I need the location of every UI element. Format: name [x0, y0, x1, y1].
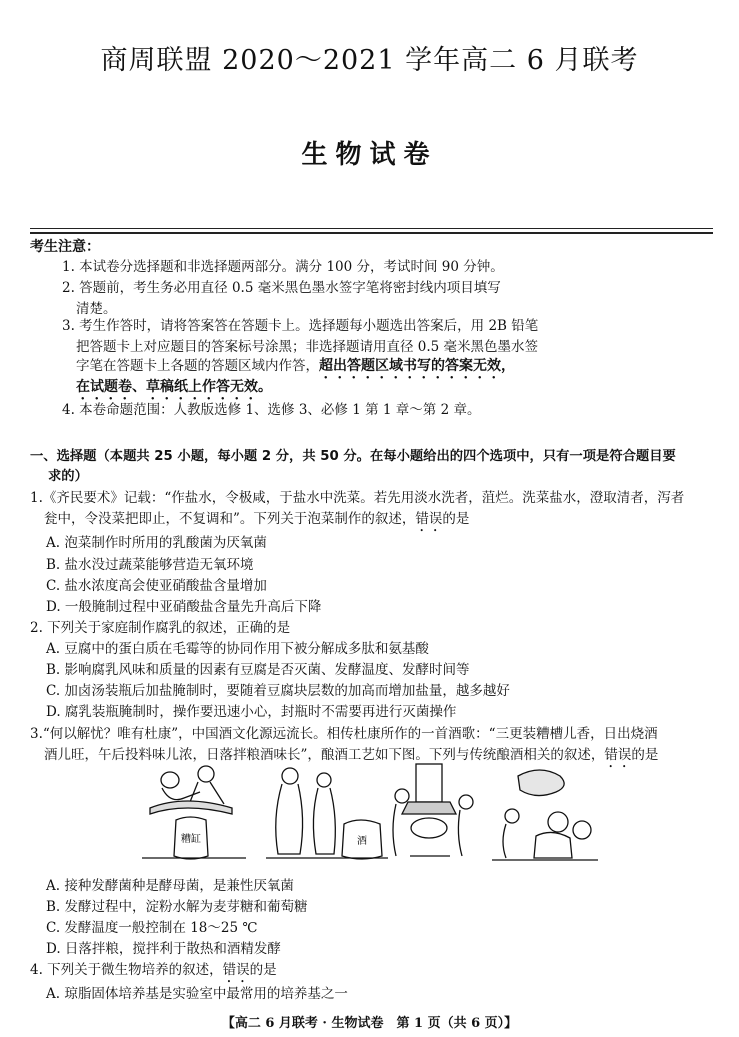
brewing-process-illustration: [140, 758, 600, 866]
notice-emphasis-2: 在试题卷、草稿纸上作答无效。: [76, 379, 272, 395]
q1-stem-line2: [44, 509, 469, 535]
q1-option-c: C. 盐水浓度高会使亚硝酸盐含量增加: [46, 578, 267, 594]
q3-emphasis: 错误: [604, 747, 632, 763]
illustration-scene-2: [266, 768, 388, 859]
q4-emphasis: 错误: [222, 962, 250, 978]
notice-item-2-line2: 清楚。: [76, 301, 117, 317]
q1-stem-end: 的是: [442, 511, 470, 527]
notice-heading: 考生注意：: [30, 239, 100, 255]
q3-option-d: D. 日落拌粮，搅拌利于散热和酒精发酵: [46, 941, 281, 957]
notice-item-3-line1: 3. 考生作答时，请将答案答在答题卡上。选择题每小题选出答案后，用 2B 铅笔: [62, 318, 539, 334]
illustration-scene-3: [393, 764, 473, 856]
q2-option-a: A. 豆腐中的蛋白质在毛霉等的协同作用下被分解成多肽和氨基酸: [46, 641, 429, 657]
section-heading-line2: 求的）: [48, 469, 88, 484]
q1-emphasis: 错误: [415, 511, 443, 527]
exam-subtitle: 生物试卷: [301, 140, 438, 170]
header-rule-bottom: [30, 232, 713, 234]
notice-item-2-line1: 2. 答题前，考生务必用直径 0.5 毫米黑色墨水签字笔将密封线内项目填写: [62, 280, 501, 296]
page-footer: 【高二 6 月联考 · 生物试卷 第 1 页（共 6 页）】: [221, 1016, 518, 1031]
q4-stem: [30, 960, 277, 986]
q2-option-d: D. 腐乳装瓶腌制时，操作要迅速小心，封瓶时不需要再进行灭菌操作: [46, 704, 457, 720]
q1-option-b: B. 盐水没过蔬菜能够营造无氧环境: [46, 557, 254, 573]
exam-title: 商周联盟 2020～2021 学年高二 6 月联考: [100, 45, 639, 76]
q1-option-a: A. 泡菜制作时所用的乳酸菌为厌氧菌: [46, 535, 267, 551]
notice-emphasis-1: 超出答题区域书写的答案无效，: [319, 358, 515, 374]
q1-option-d: D. 一般腌制过程中亚硝酸盐含量先升高后下降: [46, 599, 322, 615]
header-rule-top: [30, 228, 713, 229]
notice-item-3-line3-plain: 字笔在答题卡上各题的答题区域内作答，: [76, 358, 319, 374]
q4-option-a: A. 琼脂固体培养基是实验室中最常用的培养基之一: [46, 986, 348, 1002]
section-heading-line1: 一、选择题（本题共 25 小题，每小题 2 分，共 50 分。在每小题给出的四个选项中，只有一项是符合题目要: [30, 449, 676, 464]
q1-stem-text: 瓮中，令没菜把即止，不复调和”。下列关于泡菜制作的叙述，: [44, 511, 416, 527]
q3-stem-line1: 3.“何以解忧？唯有杜康”，中国酒文化源远流长。相传杜康所作的一首酒歌：“三更装糟槽儿香，日出烧酒: [30, 726, 658, 742]
notice-item-3-line2: 把答题卡上对应题目的答案标号涂黑；非选择题请用直径 0.5 毫米黑色墨水签: [76, 339, 539, 355]
q2-stem: 2. 下列关于家庭制作腐乳的叙述，正确的是: [30, 620, 291, 636]
q3-option-b: B. 发酵过程中，淀粉水解为麦芽糖和葡萄糖: [46, 899, 308, 915]
q3-stem-end: 的是: [631, 747, 659, 763]
q4-stem-end: 的是: [249, 962, 277, 978]
q1-stem-line1: 1.《齐民要术》记载：“作盐水，令极咸，于盐水中洗菜。若先用淡水洗者，菹烂。洗菜盐水，澄取清者，泻者: [30, 490, 685, 506]
q2-option-c: C. 加卤汤装瓶后加盐腌制时，要随着豆腐块层数的加高而增加盐量，越多越好: [46, 683, 510, 699]
q3-option-a: A. 接种发酵菌种是酵母菌，是兼性厌氧菌: [46, 878, 294, 894]
q3-stem-text: 酒儿旺，午后投料味儿浓，日落拌粮酒味长”，酿酒工艺如下图。下列与传统酿酒相关的叙述，: [44, 747, 605, 763]
notice-item-1: 1. 本试卷分选择题和非选择题两部分。满分 100 分，考试时间 90 分钟。: [62, 259, 504, 275]
q2-option-b: B. 影响腐乳风味和质量的因素有豆腐是否灭菌、发酵温度、发酵时间等: [46, 662, 470, 678]
illustration-scene-4: [492, 770, 598, 860]
jar-label-2: 酒: [357, 836, 367, 847]
q3-option-c: C. 发酵温度一般控制在 18～25 ℃: [46, 920, 258, 936]
q4-stem-text: 4. 下列关于微生物培养的叙述，: [30, 962, 223, 978]
notice-item-4: 4. 本卷命题范围：人教版选修 1、选修 3、必修 1 第 1 章～第 2 章。: [62, 402, 481, 418]
illustration-scene-1: [142, 766, 246, 859]
jar-label-1: 糟缸: [181, 834, 201, 845]
